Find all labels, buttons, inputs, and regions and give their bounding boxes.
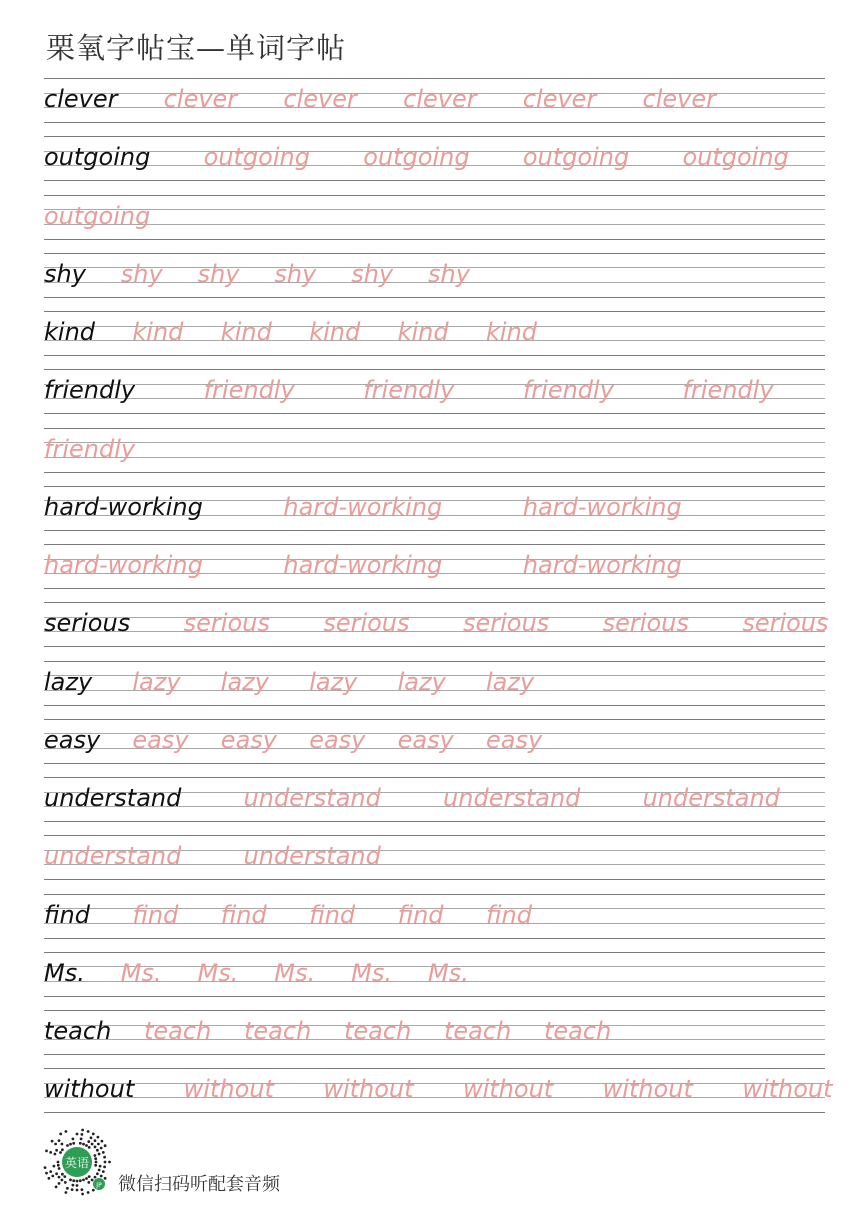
trace-word: lazy	[309, 667, 358, 696]
trace-word: clever	[163, 85, 238, 113]
trace-word: shy	[428, 259, 470, 288]
trace-word: clever	[522, 85, 597, 113]
ruled-line	[44, 879, 825, 880]
trace-word: understand	[642, 784, 780, 812]
trace-word: easy	[132, 725, 189, 754]
ruled-line	[44, 136, 825, 137]
ruled-line	[44, 952, 825, 953]
ruled-line	[44, 311, 825, 312]
trace-word: understand	[443, 784, 581, 812]
trace-word: easy	[486, 725, 543, 754]
practice-row	[44, 1010, 825, 1068]
trace-word: understand	[243, 784, 381, 812]
trace-word: serious	[742, 609, 829, 638]
trace-word: find	[220, 900, 267, 929]
page-title: 栗氧字帖宝—单词字帖	[46, 31, 347, 65]
mini-program-icon: JP	[96, 1182, 102, 1189]
trace-word: find	[309, 900, 356, 929]
trace-word: easy	[397, 725, 454, 754]
trace-word: without	[602, 1075, 693, 1104]
trace-word: friendly	[363, 376, 455, 405]
trace-word: teach	[444, 1017, 512, 1045]
ruled-line	[44, 209, 825, 210]
ruled-line	[44, 1097, 825, 1098]
ruled-line	[44, 428, 825, 429]
trace-word: hard-working	[283, 492, 443, 521]
ruled-line	[44, 195, 825, 196]
qr-badge-label: 英语	[64, 1156, 90, 1170]
trace-word: kind	[397, 318, 449, 346]
trace-word: teach	[144, 1017, 212, 1045]
ruled-line	[44, 239, 825, 240]
trace-word: clever	[283, 85, 357, 113]
trace-word: lazy	[486, 667, 535, 696]
practice-row	[44, 136, 825, 194]
trace-word: Ms.	[274, 958, 316, 987]
trace-word: find	[397, 900, 444, 929]
ruled-line	[44, 1083, 825, 1084]
practice-row	[44, 544, 825, 602]
practice-row	[44, 253, 825, 311]
audio-caption: 微信扫码听配套音频	[118, 1174, 280, 1195]
trace-word: lazy	[397, 667, 446, 696]
ruled-line	[44, 486, 825, 487]
ruled-line	[44, 297, 825, 298]
model-word: teach	[44, 1017, 112, 1045]
practice-row	[44, 602, 829, 660]
model-word: clever	[44, 85, 118, 113]
ruled-line	[44, 631, 825, 632]
trace-word: Ms.	[120, 958, 162, 987]
ruled-line	[44, 544, 825, 545]
trace-word: shy	[351, 259, 394, 288]
trace-word: outgoing	[203, 143, 310, 172]
trace-word: kind	[220, 318, 272, 346]
trace-word: serious	[183, 609, 270, 638]
trace-word: outgoing	[522, 143, 630, 172]
trace-word: without	[183, 1075, 274, 1104]
trace-word: lazy	[220, 667, 269, 696]
trace-word: outgoing	[363, 143, 470, 172]
ruled-line	[44, 1068, 825, 1069]
ruled-line	[44, 78, 825, 79]
ruled-line	[44, 996, 825, 997]
ruled-line	[44, 530, 825, 531]
ruled-line	[44, 835, 825, 836]
model-word: without	[44, 1075, 135, 1104]
model-word: find	[44, 900, 90, 929]
trace-word: serious	[602, 609, 689, 638]
model-word: lazy	[44, 667, 93, 696]
ruled-line	[44, 602, 825, 603]
trace-word: without	[462, 1075, 554, 1104]
trace-word: outgoing	[44, 201, 151, 230]
practice-row	[44, 777, 825, 835]
trace-word: find	[486, 900, 532, 929]
trace-word: friendly	[203, 376, 295, 405]
ruled-line	[44, 442, 825, 443]
ruled-line	[44, 253, 825, 254]
trace-word: hard-working	[283, 551, 443, 579]
practice-row	[44, 428, 825, 486]
ruled-line	[44, 705, 825, 706]
ruled-line	[44, 763, 825, 764]
trace-word: Ms.	[197, 958, 239, 987]
model-word: hard-working	[44, 492, 203, 521]
ruled-line	[44, 355, 825, 356]
trace-word: friendly	[44, 434, 136, 463]
model-word: kind	[44, 318, 96, 346]
trace-word: friendly	[522, 376, 614, 405]
practice-row	[44, 195, 825, 253]
ruled-line	[44, 617, 825, 618]
model-word: shy	[44, 259, 86, 288]
trace-word: hard-working	[522, 551, 682, 579]
practice-row	[44, 486, 825, 544]
ruled-line	[44, 1112, 825, 1113]
trace-word: friendly	[682, 376, 774, 405]
ruled-line	[44, 472, 825, 473]
ruled-line	[44, 646, 825, 647]
trace-word: lazy	[132, 667, 181, 696]
practice-row	[44, 894, 825, 952]
model-word: outgoing	[44, 143, 151, 172]
ruled-line	[44, 122, 825, 123]
practice-row	[44, 1068, 833, 1126]
trace-word: shy	[120, 259, 163, 288]
ruled-line	[44, 821, 825, 822]
trace-word: hard-working	[522, 492, 682, 521]
ruled-line	[44, 777, 825, 778]
trace-word: hard-working	[44, 551, 203, 579]
trace-word: teach	[244, 1017, 312, 1045]
trace-word: teach	[344, 1017, 412, 1045]
practice-row	[44, 952, 825, 1010]
ruled-line	[44, 1010, 825, 1011]
practice-row	[44, 835, 825, 893]
ruled-line	[44, 413, 825, 414]
trace-word: clever	[403, 85, 477, 113]
trace-word: shy	[274, 259, 317, 288]
trace-word: teach	[544, 1017, 612, 1045]
ruled-line	[44, 180, 825, 181]
model-word: serious	[44, 609, 131, 638]
model-word: easy	[44, 725, 101, 754]
practice-row	[44, 719, 825, 777]
practice-row	[44, 369, 825, 427]
trace-word: serious	[323, 609, 410, 638]
ruled-line	[44, 457, 825, 458]
trace-word: kind	[132, 318, 184, 346]
practice-sheet	[44, 78, 833, 1127]
ruled-line	[44, 369, 825, 370]
trace-word: understand	[243, 842, 381, 871]
ruled-line	[44, 1054, 825, 1055]
trace-word: Ms.	[428, 958, 469, 987]
trace-word: kind	[486, 318, 538, 346]
trace-word: clever	[642, 85, 717, 113]
trace-word: serious	[462, 609, 550, 638]
ruled-line	[44, 894, 825, 895]
practice-row	[44, 661, 825, 719]
trace-word: Ms.	[351, 958, 393, 987]
ruled-line	[44, 224, 825, 225]
trace-word: easy	[309, 725, 366, 754]
model-word: Ms.	[44, 958, 85, 987]
qr-code-icon[interactable]	[40, 1126, 114, 1200]
ruled-line	[44, 719, 825, 720]
trace-word: outgoing	[682, 143, 789, 172]
trace-word: without	[742, 1075, 833, 1104]
trace-word: easy	[220, 725, 277, 754]
ruled-line	[44, 938, 825, 939]
ruled-line	[44, 588, 825, 589]
trace-word: kind	[309, 318, 361, 346]
practice-row	[44, 78, 825, 136]
model-word: friendly	[44, 376, 136, 405]
ruled-line	[44, 661, 825, 662]
trace-word: find	[132, 900, 179, 929]
practice-row	[44, 311, 825, 369]
trace-word: shy	[197, 259, 240, 288]
model-word: understand	[44, 784, 182, 812]
trace-word: understand	[44, 842, 182, 871]
trace-word: without	[323, 1075, 414, 1104]
